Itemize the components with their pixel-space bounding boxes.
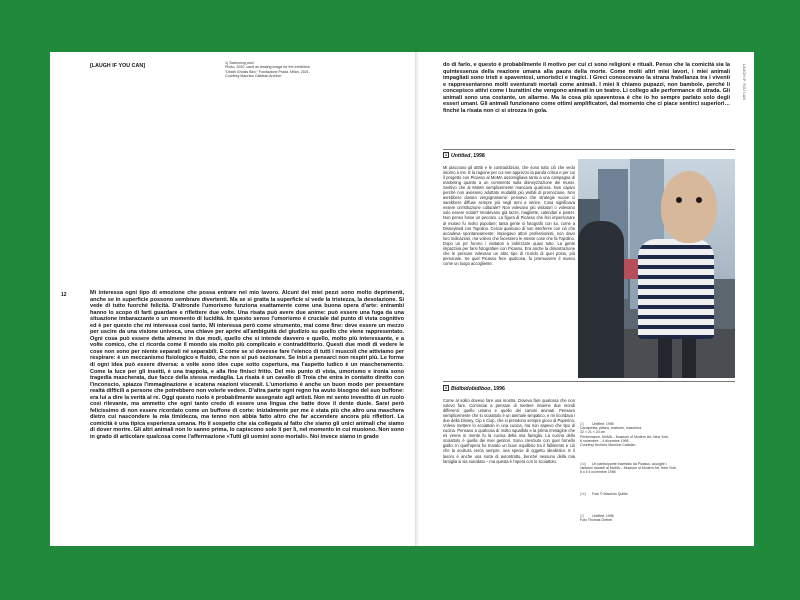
- section-text: Come al solito dovevo fare una mostra. Dovevo fare qualcosa che non volevo fare. Cominciai a pensare di mettere insieme due mondi differenti: quello umano e quello dei cartoni animati. Pensavo semplicemente che lo scoiattolo è un animale simpatico, e mi ricordava i due della Disney, Cip e Ciop, che si prendono sempre gioco di Paperino. Volevo mettere lo scoiattolo in una cucina, ma non sapevo che tipo di cucina. Pensavo a qualcosa di molto squallido e la prima immagine che mi venne in mente fu la cucina della mia famiglia. La cucina dello scoiattolo è quella dei miei genitori. Sono cresciuto con quel fornello giallo. In quell'opera ho trovato un buon equilibrio tra il fallimento e ciò che la scultura cerca sempre, una specie di oggetto idealistico. E il lavoro è anche una sorta di autoritratto, benché nessuno della mia famiglia si sia suicidato – ma questa è l'opera con lo scoiattolo.: [443, 398, 575, 464]
- caption-title: Swimming pool: [229, 61, 254, 65]
- section-title: Untitled: [451, 153, 471, 159]
- caption-line: Un partecipante travestito da Picasso, accoglie i: [592, 462, 667, 466]
- photo-caption: [580, 422, 730, 447]
- section-number: 1: [445, 153, 447, 157]
- performance-photo: [578, 159, 735, 378]
- caption-line: Courtesy Archivio Maurizio Cattelan: [580, 443, 636, 448]
- section-divider: [443, 149, 735, 150]
- caption-title: Untitled: [592, 514, 604, 518]
- image-caption: [225, 61, 365, 78]
- body-text: Mi interessa ogni tipo di emozione che possa entrare nel mio lavoro. Alcuni dei miei pezzi sono molto deprimenti, anche se in superficie possono sembrare divertenti. Ma se si gratta la superficie si vede la tristezza, la desolazione. Si vede di tutto fuorché felicità. D'altronde l'umorismo funziona esattamente come una buona opera d'arte: entrambi hanno lo scopo di farti guardare e riflettere due volte. Una risata può avere due anime: può essere una fuga da una situazione imbarazzante o un momento di lucidità. In questo senso l'umorismo è cruciale dal punto di vista cognitivo ed è per questo che mi interessa così tanto. Mi interessa però come strumento, mai come fine: deve essere un mezzo per uscire da una visione univoca, una chiave per aprire all'ambiguità del giudizio su quello che viene rappresentato. Ogni cosa può essere detta almeno in due modi, quello che si intende davvero e quello, molto più interessante, e a volte comico, che ci ricorda come il mondo sia molto più complicato e contraddittorio. Questi due modi di vedere le cose non sono per niente separati né separabili. E come se si dovesse fare l'elenco di tutti i muscoli che attiviamo per respirare: è un meccanismo fisiologico e fluido, che non si può sezionare. Se inizi a pensarci non respiri più. Le forme di ogni idea può essere diversa: a volte sono idee cupe sotto copertura, ma l'aspetto ludico è un mascheramento. Come la luce per gli insetti, è una trappola, e alla fine finisci fritto. Del mio punto di vista, umorismo e ironia sono tragedia mascherata, due facce della stessa medaglia. La risata è un cavallo di Troia che entra in contatto diretto con l'inconscio, spiazza l'immaginazione e scatena reazioni viscerali. L'umorismo è anche un buon modo per presentare realtà difficili a persone che potrebbero non volerle vedere. D'altra parte ogni regno ha avuto bisogno del suo buffone: era lui a dire la verità al re. Oggi questo ruolo è probabilmente assegnato agli artisti. Non mi sento investito di un ruolo così rilevante, ma ammetto che ogni tanto credo di essere una lingua che batte dove il dente duole. Sarei però felicissimo di non essere ricordato come un buffone di corte: inizialmente per me è stata più che altro una maschera dietro cui nascondere la mia timidezza, ma tenno non abbia fatto altro che far accendere ancora più riflettori. La comicità è una tipica esperienza umana. Ho il sospetto che sia collegata al fatto che siamo gli unici animali che siamo di dover morire. Gli altri animali non lo sanno prima, lo capiscono solo lì per lì, nel momento in cui muoiono. Non sono in grado di articolare qualcosa come l'affermazione «Tutti gli uomini sono mortali». Noi invece siamo in grado: [90, 290, 404, 441]
- caption-line: 6 novembre – 4 dicembre 1998: [580, 438, 629, 443]
- caption-number: 1): [225, 61, 229, 65]
- caption-title: Untitled: [592, 422, 604, 426]
- caption-line: “Death Ghosts Bird,” Fondazione Prada, Milan, 2021.: [225, 69, 310, 74]
- caption-tag: [1]: [580, 422, 584, 426]
- section-year: , 1996: [490, 386, 505, 392]
- section-year: , 1998: [470, 153, 485, 159]
- section-title: Bidibidobidiboo: [451, 386, 491, 392]
- left-page: [50, 52, 416, 546]
- caption-tag: [1a]: [580, 462, 586, 466]
- section-heading: [443, 152, 485, 159]
- running-head: [LAUGH IF YOU CAN]: [90, 63, 146, 69]
- body-text-continued: do di farlo, e questo è probabilmente il motivo per cui ci sono religioni e rituali. Penso che la comicità sia la quintessenza della reazione umana alla paura della morte. Come molti altri miei lavori, i miei animali impagliati sono tristi e spaventosi, umoristici e tragici. I Greci conoscevano la strana fratellanza tra i viventi e rappresentarono molti sventurati mortali come animali. I miei li chiamo pupazzi, non bambole, perché li concepisco attivi come i burattini che vengono animati in un teatro. Li collego alle performance di strada. Gli animali sono una costante, un allarme. Ma la cosa più spaventosa è che io ho sempre parlato solo degli esseri umani. Gli animali funzionano come ottimi amplificatori, dal momento che ci piace sentirci superiori… finché la risata non ci si strozza in gola.: [443, 62, 730, 114]
- section-heading: [443, 385, 505, 392]
- photo-caption: [580, 462, 730, 475]
- caption-line: Photo, 2020, used as leading image for the exhibition: [225, 65, 310, 70]
- side-running-label: LAUGH IF YOU CAN: [742, 64, 746, 101]
- caption-line: Performance, MoMA – Museum of Modern Art, New York,: [580, 434, 669, 439]
- section-text: Mi piacciono gli attriti e le contraddizioni, che sono tutto ciò che vedo intorno a me. E la ragione per cui non apprezzo la parola critica e per cui il progetto con Picasso al MoMA assomigliava tanto a una campagna di marketing quanto a un commento sulla disneyzzazione dei musei. Sentivo che al MoMA semplicemente mancava qualcosa. Non capivo perché non avessero adottato modalità più visibili di promozione. Non avrebbero dovuto vergognarsene: pensavo che strategie nuove ci sarebbero diffuse sempre più negli anni a venire. Cosa significava essere un'istituzione culturale? Non volevano più visitatori o volevano solo essere notati? Vendevano già tazze, magliette, calendari e poster. Non penso fosse un peccato. La figura di Picasso che feci impersonare al museo fu molto popolare; tanta gente si fotografò con lui, come a Disneyland con Topolino. Cercai qualcuno di non interferire con ciò che accadeva spontaneamente: impiegavo attori professionisti, non davo loro indicazioni, ma volevo che facessero le stesse cose che fa Topolino. Dopo un po' furono i visitatori a indirizzare quasi tutto. La gente impazziva per farsi fotografare con Picasso. Era anche la dimostrazione che le persone volevano un altro tipo di ricordo di quel posto, più personale. Se quel Picasso fece qualcosa, fu promuovere il museo come un luogo accogliente.: [443, 165, 575, 266]
- caption-line: Foto © Maurizio Quiller: [592, 492, 628, 496]
- page-number: 12: [61, 292, 67, 298]
- section-divider: [443, 381, 735, 382]
- caption-line: visitatori davanti al MoMA – Museum of Modern Art, New York,: [580, 466, 677, 471]
- caption-line: 32 × 21 × 24 cm: [580, 430, 606, 435]
- caption-line: Courtesy Maurizio Cattelan Archive.: [225, 73, 283, 78]
- photo-caption: [580, 492, 730, 496]
- right-page: [418, 52, 754, 546]
- mask-head: [661, 171, 717, 243]
- caption-line: 6 o il 4 novembre 1998: [580, 470, 616, 475]
- caption-line: Cartapesta, pittura, costume, maschera: [580, 426, 642, 431]
- caption-line: Foto Thomas Grebel: [580, 518, 613, 523]
- caption-tag: [2]: [580, 514, 584, 518]
- section-number: 2: [445, 386, 447, 390]
- caption-year: , 1998: [603, 514, 614, 518]
- caption-year: , 1998: [603, 422, 614, 426]
- photo-caption: [580, 514, 730, 522]
- caption-tag: [1b]: [580, 492, 586, 496]
